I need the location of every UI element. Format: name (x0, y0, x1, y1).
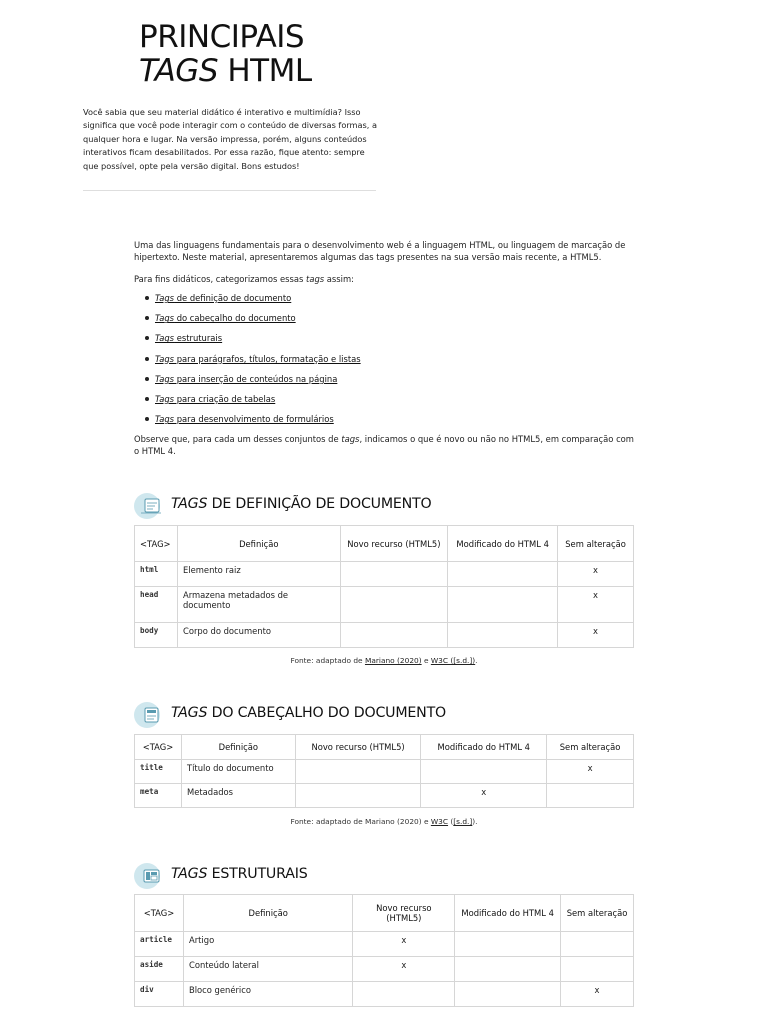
toc-link-paragrafos[interactable] (155, 354, 361, 364)
table-row (135, 623, 634, 648)
modified-cell (455, 932, 561, 957)
table-cabecalho (134, 734, 634, 808)
col-header-tag: <TAG> (135, 735, 182, 760)
modified-cell (448, 562, 558, 587)
toc-link-conteudos[interactable] (155, 374, 337, 384)
new-cell: x (353, 932, 455, 957)
col-header-sem-alteracao: Sem alteração (558, 526, 634, 562)
tag-cell: aside (135, 957, 184, 982)
modified-cell (455, 957, 561, 982)
col-header-novo: Novo recurso (HTML5) (353, 895, 455, 932)
section-title-rest: DE DEFINIÇÃO DE DOCUMENTO (207, 496, 432, 512)
source-link-w3c[interactable]: W3C ([s.d.]) (430, 656, 476, 665)
toc-link-text: para parágrafos, títulos, formatação e listas (174, 353, 361, 364)
section-title-em: TAGS (171, 866, 208, 882)
toc-link-text: estruturais (174, 333, 223, 344)
paragraph-categories (134, 273, 634, 285)
structure-icon (133, 862, 164, 890)
paragraph-intro (134, 239, 634, 264)
list-item (134, 331, 361, 351)
toc-link-text: para desenvolvimento de formulários (174, 414, 334, 425)
toc-link-em: Tags (155, 393, 175, 404)
toc-link-em: Tags (155, 313, 175, 324)
page-title (139, 20, 312, 88)
unchanged-cell (547, 784, 634, 808)
unchanged-cell: x (558, 623, 634, 648)
col-header-sem-alteracao: Sem alteração (561, 895, 634, 932)
unchanged-cell: x (547, 760, 634, 784)
table-row (135, 760, 634, 784)
tag-cell: body (135, 623, 178, 648)
section-title-rest: DO CABEÇALHO DO DOCUMENTO (207, 705, 446, 721)
section-title-em: TAGS (171, 496, 208, 512)
section-title-definicao (171, 496, 432, 512)
toc-link-text: para inserção de conteúdos na página (174, 373, 338, 384)
paragraph-intro-text: Uma das linguagens fundamentais para o desenvolvimento web é a linguagem HTML, ou linguagem de marcação de hipertexto. Neste material, apresentaremos algumas das tags presentes na sua versão mais recente, a HTML5. (134, 240, 626, 263)
tag-cell: div (135, 982, 184, 1007)
paragraph-categories-em: tags (306, 274, 325, 284)
document-code-icon (133, 492, 164, 520)
definition-cell: Título do documento (181, 760, 295, 784)
table-source-cabecalho (134, 817, 634, 826)
source-link-mariano[interactable]: Mariano (2020) (364, 656, 422, 665)
definition-cell: Corpo do documento (177, 623, 340, 648)
source-pre: Fonte: adaptado de Mariano (2020) e (290, 817, 431, 826)
toc-link-em: Tags (155, 414, 175, 425)
modified-cell (421, 760, 547, 784)
title-line-1: PRINCIPAIS (139, 19, 305, 55)
col-header-sem-alteracao: Sem alteração (547, 735, 634, 760)
col-header-definicao: Definição (181, 735, 295, 760)
toc-link-estruturais[interactable] (155, 333, 222, 343)
intro-notice: Você sabia que seu material didático é interativo e multimídia? Isso significa que você pode interagir com o conteúdo de diversas formas, a qualquer hora e lugar. Na versão impressa, porém, alguns conteúdos interativos ficam desabilitados. Por essa razão, fique atento: sempre que possível, opte pela versão digital. Bons estudos! (83, 107, 378, 171)
section-title-em: TAGS (171, 705, 208, 721)
tag-cell: head (135, 587, 178, 623)
definition-cell: Metadados (181, 784, 295, 808)
definition-cell: Armazena metadados de documento (177, 587, 340, 623)
source-pre: Fonte: adaptado de (290, 656, 365, 665)
table-row (135, 784, 634, 808)
bullet-icon (145, 336, 149, 340)
col-header-modificado: Modificado do HTML 4 (448, 526, 558, 562)
table-row (135, 957, 634, 982)
col-header-novo: Novo recurso (HTML5) (295, 735, 421, 760)
tag-cell: html (135, 562, 178, 587)
bullet-icon (145, 316, 149, 320)
divider (83, 190, 376, 191)
tag-cell: meta (135, 784, 182, 808)
title-line-2-rest: HTML (218, 53, 312, 89)
table-row (135, 982, 634, 1007)
list-item (134, 352, 361, 372)
toc-link-em: Tags (155, 373, 175, 384)
toc-link-text: de definição de documento (174, 293, 292, 303)
section-title-estruturais (171, 866, 308, 882)
list-item (134, 311, 361, 331)
source-mid: e (421, 656, 431, 665)
list-item (134, 291, 361, 311)
tag-cell: article (135, 932, 184, 957)
unchanged-cell (561, 957, 634, 982)
toc-link-text: do cabeçalho do documento (174, 313, 296, 324)
new-cell (340, 623, 448, 648)
unchanged-cell: x (561, 982, 634, 1007)
new-cell (295, 784, 421, 808)
title-line-2-italic: TAGS (139, 53, 218, 89)
new-cell: x (353, 957, 455, 982)
definition-cell: Artigo (183, 932, 353, 957)
toc-link-formularios[interactable] (155, 414, 334, 424)
bullet-icon (145, 417, 149, 421)
list-item (134, 372, 361, 392)
unchanged-cell: x (558, 587, 634, 623)
definition-cell: Bloco genérico (183, 982, 353, 1007)
paragraph-comparison-post: , indicamos o que é novo ou não no HTML5, em comparação com o HTML 4. (134, 434, 634, 457)
paragraph-categories-post: assim: (324, 274, 354, 284)
category-list (134, 291, 361, 432)
toc-link-tabelas[interactable] (155, 394, 275, 404)
source-post: . (475, 656, 478, 665)
col-header-modificado: Modificado do HTML 4 (455, 895, 561, 932)
source-mid: ( (448, 817, 454, 826)
bullet-icon (145, 377, 149, 381)
table-row (135, 587, 634, 623)
new-cell (353, 982, 455, 1007)
document-header-icon (133, 701, 164, 729)
toc-link-em: Tags (155, 333, 175, 344)
definition-cell: Conteúdo lateral (183, 957, 353, 982)
tag-cell: title (135, 760, 182, 784)
toc-link-em: Tags (155, 293, 175, 303)
col-header-definicao: Definição (183, 895, 353, 932)
list-item (134, 392, 361, 412)
source-post: ). (472, 817, 478, 826)
new-cell (340, 562, 448, 587)
section-title-rest: ESTRUTURAIS (207, 866, 308, 882)
col-header-tag: <TAG> (135, 895, 184, 932)
table-row (135, 562, 634, 587)
unchanged-cell: x (558, 562, 634, 587)
modified-cell: x (421, 784, 547, 808)
modified-cell (455, 982, 561, 1007)
new-cell (295, 760, 421, 784)
paragraph-categories-pre: Para fins didáticos, categorizamos essas (134, 274, 307, 284)
table-header-row (135, 526, 634, 562)
toc-link-em: Tags (155, 353, 175, 364)
paragraph-comparison-pre: Observe que, para cada um desses conjuntos de (134, 434, 342, 444)
toc-link-cabecalho[interactable] (155, 313, 296, 323)
new-cell (340, 587, 448, 623)
bullet-icon (145, 397, 149, 401)
table-definicao (134, 525, 634, 648)
col-header-modificado: Modificado do HTML 4 (421, 735, 547, 760)
bullet-icon (145, 296, 149, 300)
modified-cell (448, 587, 558, 623)
list-item (134, 412, 361, 432)
table-source-definicao (134, 656, 634, 665)
toc-link-text: para criação de tabelas (174, 393, 276, 404)
toc-link-definicao[interactable] (155, 293, 291, 303)
source-link-sd[interactable]: [s.d.] (453, 817, 473, 826)
col-header-novo: Novo recurso (HTML5) (340, 526, 448, 562)
modified-cell (448, 623, 558, 648)
table-header-row (135, 735, 634, 760)
col-header-tag: <TAG> (135, 526, 178, 562)
unchanged-cell (561, 932, 634, 957)
col-header-definicao: Definição (177, 526, 340, 562)
table-estruturais (134, 894, 634, 1007)
table-header-row (135, 895, 634, 932)
bullet-icon (145, 357, 149, 361)
section-title-cabecalho (171, 705, 446, 721)
definition-cell: Elemento raiz (177, 562, 340, 587)
table-row (135, 932, 634, 957)
paragraph-comparison-em: tags (341, 434, 360, 444)
source-link-w3c[interactable]: W3C (430, 817, 449, 826)
paragraph-comparison (134, 433, 634, 458)
